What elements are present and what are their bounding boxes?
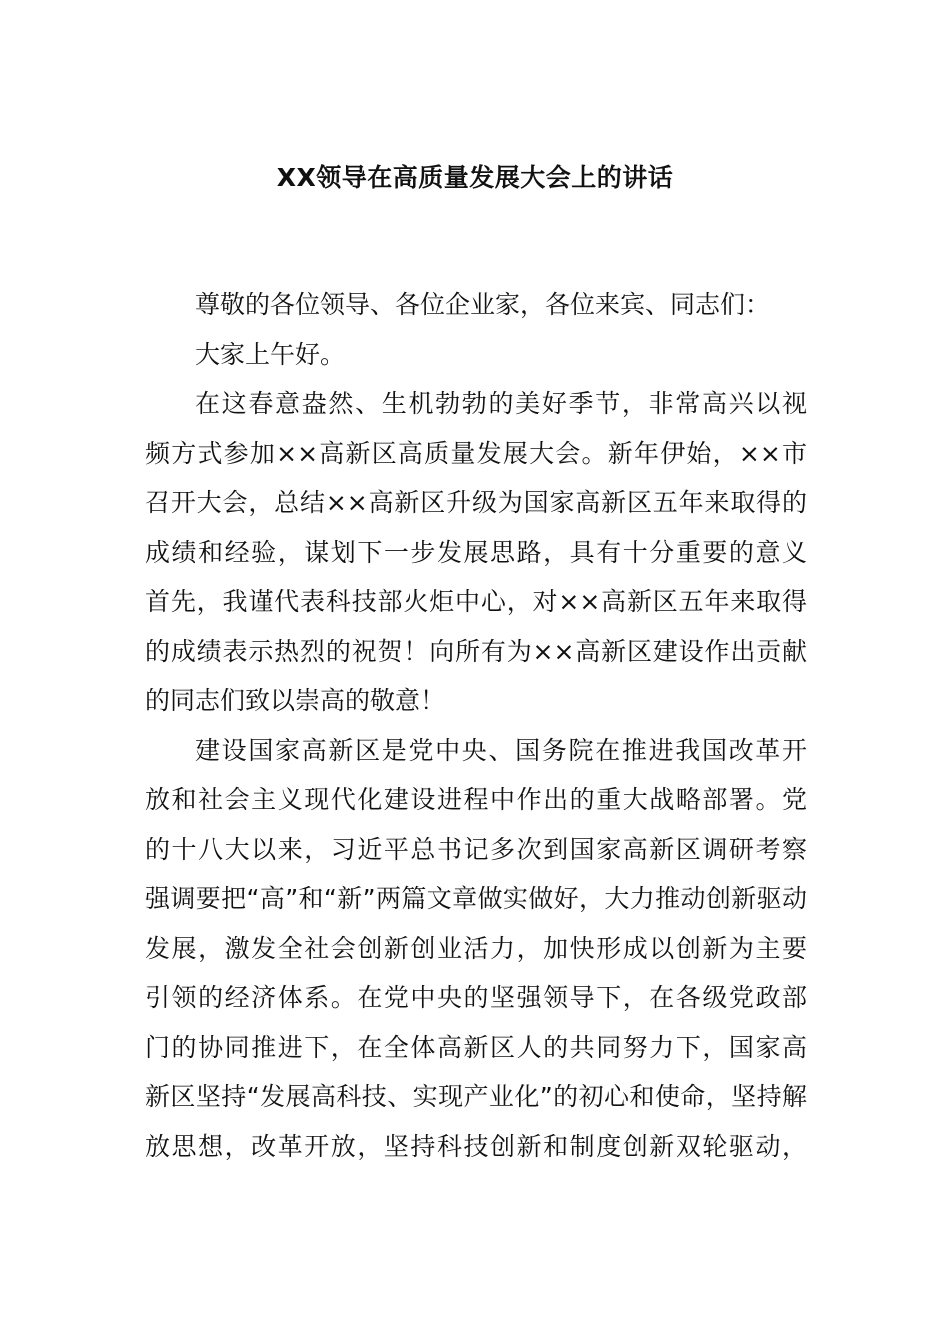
body-line: 的十八大以来，习近平总书记多次到国家高新区调研考察 [145, 834, 807, 864]
body-line: 放和社会主义现代化建设进程中作出的重大战略部署。党 [145, 785, 807, 814]
body-line: 的同志们致以崇高的敬意！ [145, 686, 446, 715]
body-line: 成绩和经验，谋划下一步发展思路，具有十分重要的意义 [145, 537, 807, 567]
document-title: XX领导在高质量发展大会上的讲话 [276, 163, 674, 192]
body-line: 建设国家高新区是党中央、国务院在推进我国改革开 [195, 735, 807, 765]
body-line: 发展，激发全社会创新创业活力，加快形成以创新为主要 [145, 933, 807, 963]
body-line: 大家上午好。 [195, 339, 346, 369]
body-line: 首先，我谨代表科技部火炬中心，对××高新区五年来取得 [145, 587, 807, 616]
body-line: 引领的经济体系。在党中央的坚强领导下，在各级党政部 [145, 983, 807, 1012]
body-line: 门的协同推进下，在全体高新区人的共同努力下，国家高 [145, 1032, 807, 1062]
body-line: 的成绩表示热烈的祝贺！向所有为××高新区建设作出贡献 [145, 636, 807, 666]
body-line: 在这春意盎然、生机勃勃的美好季节，非常高兴以视 [195, 389, 807, 418]
body-line: 召开大会，总结××高新区升级为国家高新区五年来取得的 [145, 488, 807, 517]
body-line: 强调要把“高”和“新”两篇文章做实做好，大力推动创新驱动 [145, 884, 807, 913]
body-line: 尊敬的各位领导、各位企业家，各位来宾、同志们： [195, 290, 771, 319]
body-line: 频方式参加××高新区高质量发展大会。新年伊始，××市 [145, 438, 807, 468]
body-line: 放思想，改革开放，坚持科技创新和制度创新双轮驱动， [145, 1131, 807, 1161]
document-body [145, 280, 807, 1171]
body-line: 新区坚持“发展高科技、实现产业化”的初心和使命，坚持解 [145, 1082, 807, 1111]
